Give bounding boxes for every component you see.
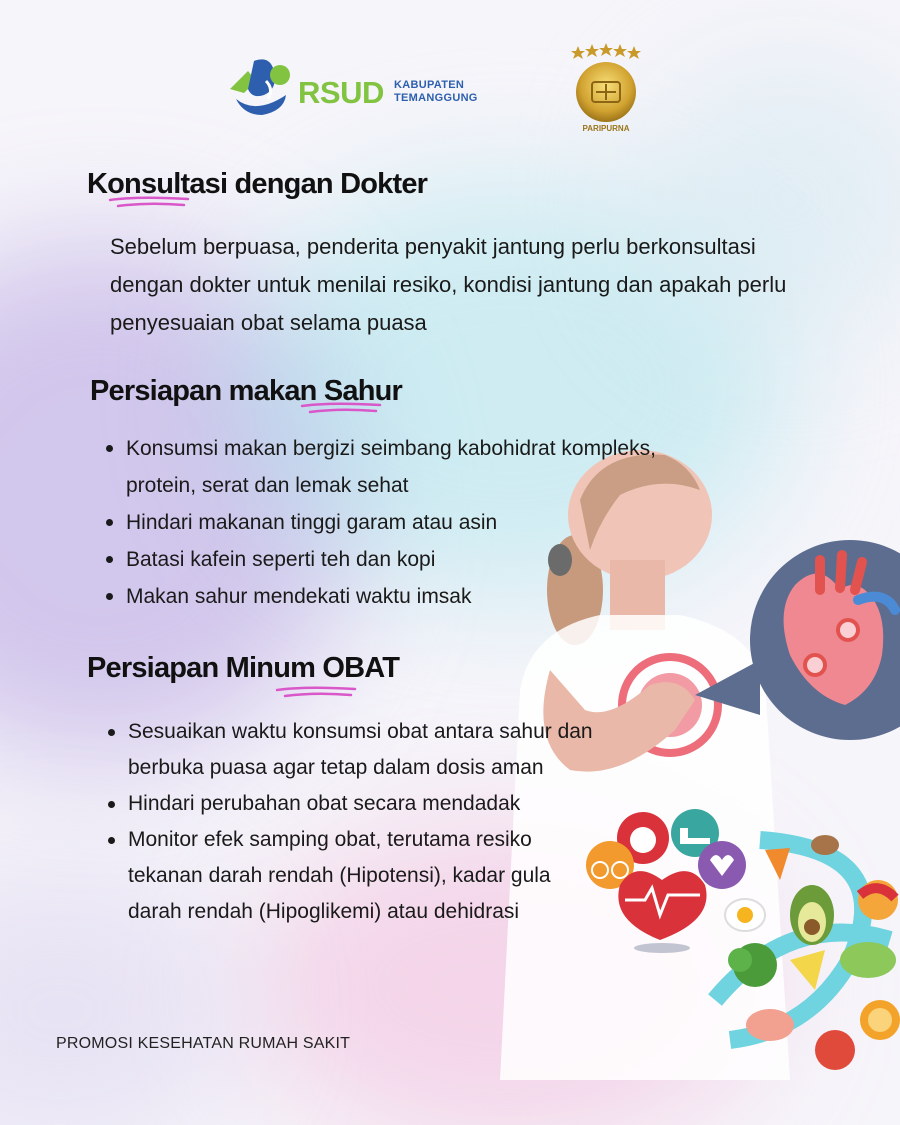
list-item: Makan sahur mendekati waktu imsak (106, 578, 666, 615)
title-underline-decoration (275, 686, 359, 700)
list-item: Monitor efek samping obat, terutama resiko tekanan darah rendah (Hipotensi), kadar gula darah rendah (Hipoglikemi) atau dehidrasi (108, 822, 608, 930)
section-title-obat: Persiapan Minum OBAT (87, 652, 400, 684)
section-title-sahur: Persiapan makan Sahur (90, 375, 403, 407)
list-item: Batasi kafein seperti teh dan kopi (106, 541, 666, 578)
footer-text: PROMOSI KESEHATAN RUMAH SAKIT (56, 1035, 351, 1052)
list-item: Sesuaikan waktu konsumsi obat antara sahur dan berbuka puasa agar tetap dalam dosis aman (108, 714, 608, 786)
title-underline-decoration (108, 196, 192, 210)
logo-subtitle: KABUPATEN TEMANGGUNG (394, 79, 478, 104)
logo-text: RSUD (298, 75, 384, 110)
list-item: Hindari perubahan obat secara mendadak (108, 786, 608, 822)
list-item: Hindari makanan tinggi garam atau asin (106, 504, 666, 541)
konsultasi-body: Sebelum berpuasa, penderita penyakit jantung perlu berkonsultasi dengan dokter untuk menilai resiko, kondisi jantung dan apakah perlu penyesuaian obat selama puasa (110, 234, 787, 335)
section-title-konsultasi: Konsultasi dengan Dokter (87, 168, 428, 200)
obat-list (108, 714, 608, 930)
title-underline-decoration (300, 402, 384, 416)
sahur-list (106, 430, 666, 615)
emblem-label: PARIPURNA (582, 124, 630, 133)
list-item: Konsumsi makan bergizi seimbang kabohidrat kompleks, protein, serat dan lemak sehat (106, 430, 666, 504)
